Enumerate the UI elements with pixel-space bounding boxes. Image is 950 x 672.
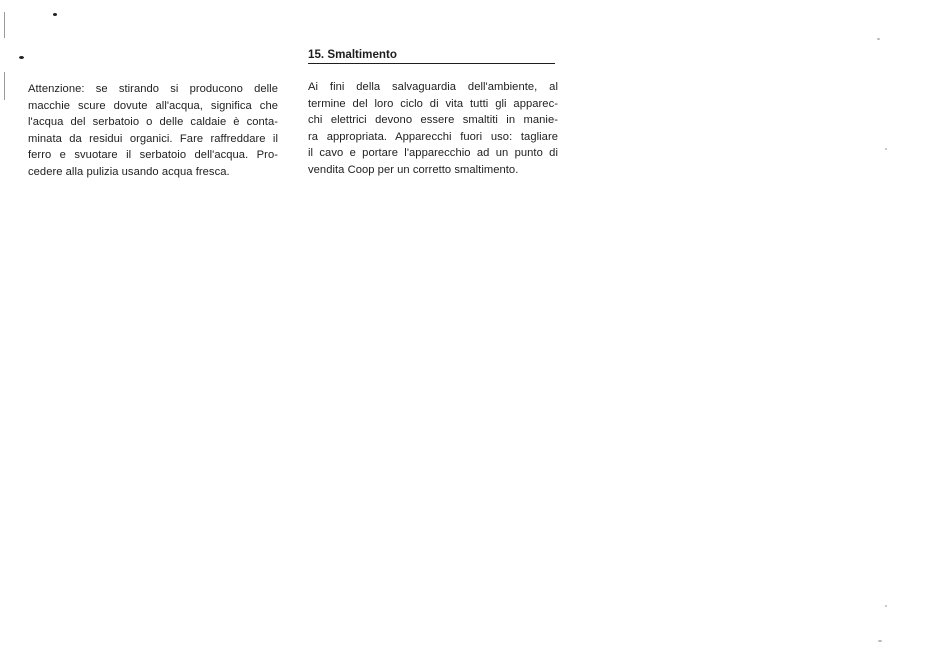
paragraph-line: il cavo e portare l'apparecchio ad un punto di: [308, 147, 558, 160]
section-heading: 15. Smaltimento: [308, 47, 555, 64]
paragraph-line: chi elettrici devono essere smaltiti in manie-: [308, 114, 558, 127]
paragraph-line: Ai fini della salvaguardia dell'ambiente, al: [308, 81, 558, 93]
scan-speck: [53, 13, 57, 16]
scan-speck: [878, 640, 882, 642]
paragraph-line: macchie scure dovute all'acqua, significa che: [28, 99, 278, 112]
paragraph-line: ferro e svuotare il serbatoio dell'acqua. Pro-: [28, 149, 278, 162]
scan-speck: [885, 605, 887, 607]
scan-edge-mark: [4, 72, 5, 100]
paragraph-line: cedere alla pulizia usando acqua fresca.: [28, 165, 230, 178]
scan-speck: [19, 56, 24, 59]
scan-speck: [877, 38, 880, 40]
paragraph-line: minata da residui organici. Fare raffreddare il: [28, 132, 278, 145]
paragraph-line: ra appropriata. Apparecchi fuori uso: tagliare: [308, 130, 558, 143]
disposal-paragraph: [308, 79, 558, 179]
note-paragraph: [28, 81, 278, 181]
scan-speck: [885, 148, 887, 150]
scan-edge-mark: [4, 12, 5, 38]
paragraph-line: vendita Coop per un corretto smaltimento.: [308, 163, 519, 176]
paragraph-line: Attenzione: se stirando si producono delle: [28, 83, 278, 95]
paragraph-line: termine del loro ciclo di vita tutti gli apparec-: [308, 97, 558, 110]
paragraph-line: l'acqua del serbatoio o delle caldaie è conta-: [28, 116, 278, 129]
